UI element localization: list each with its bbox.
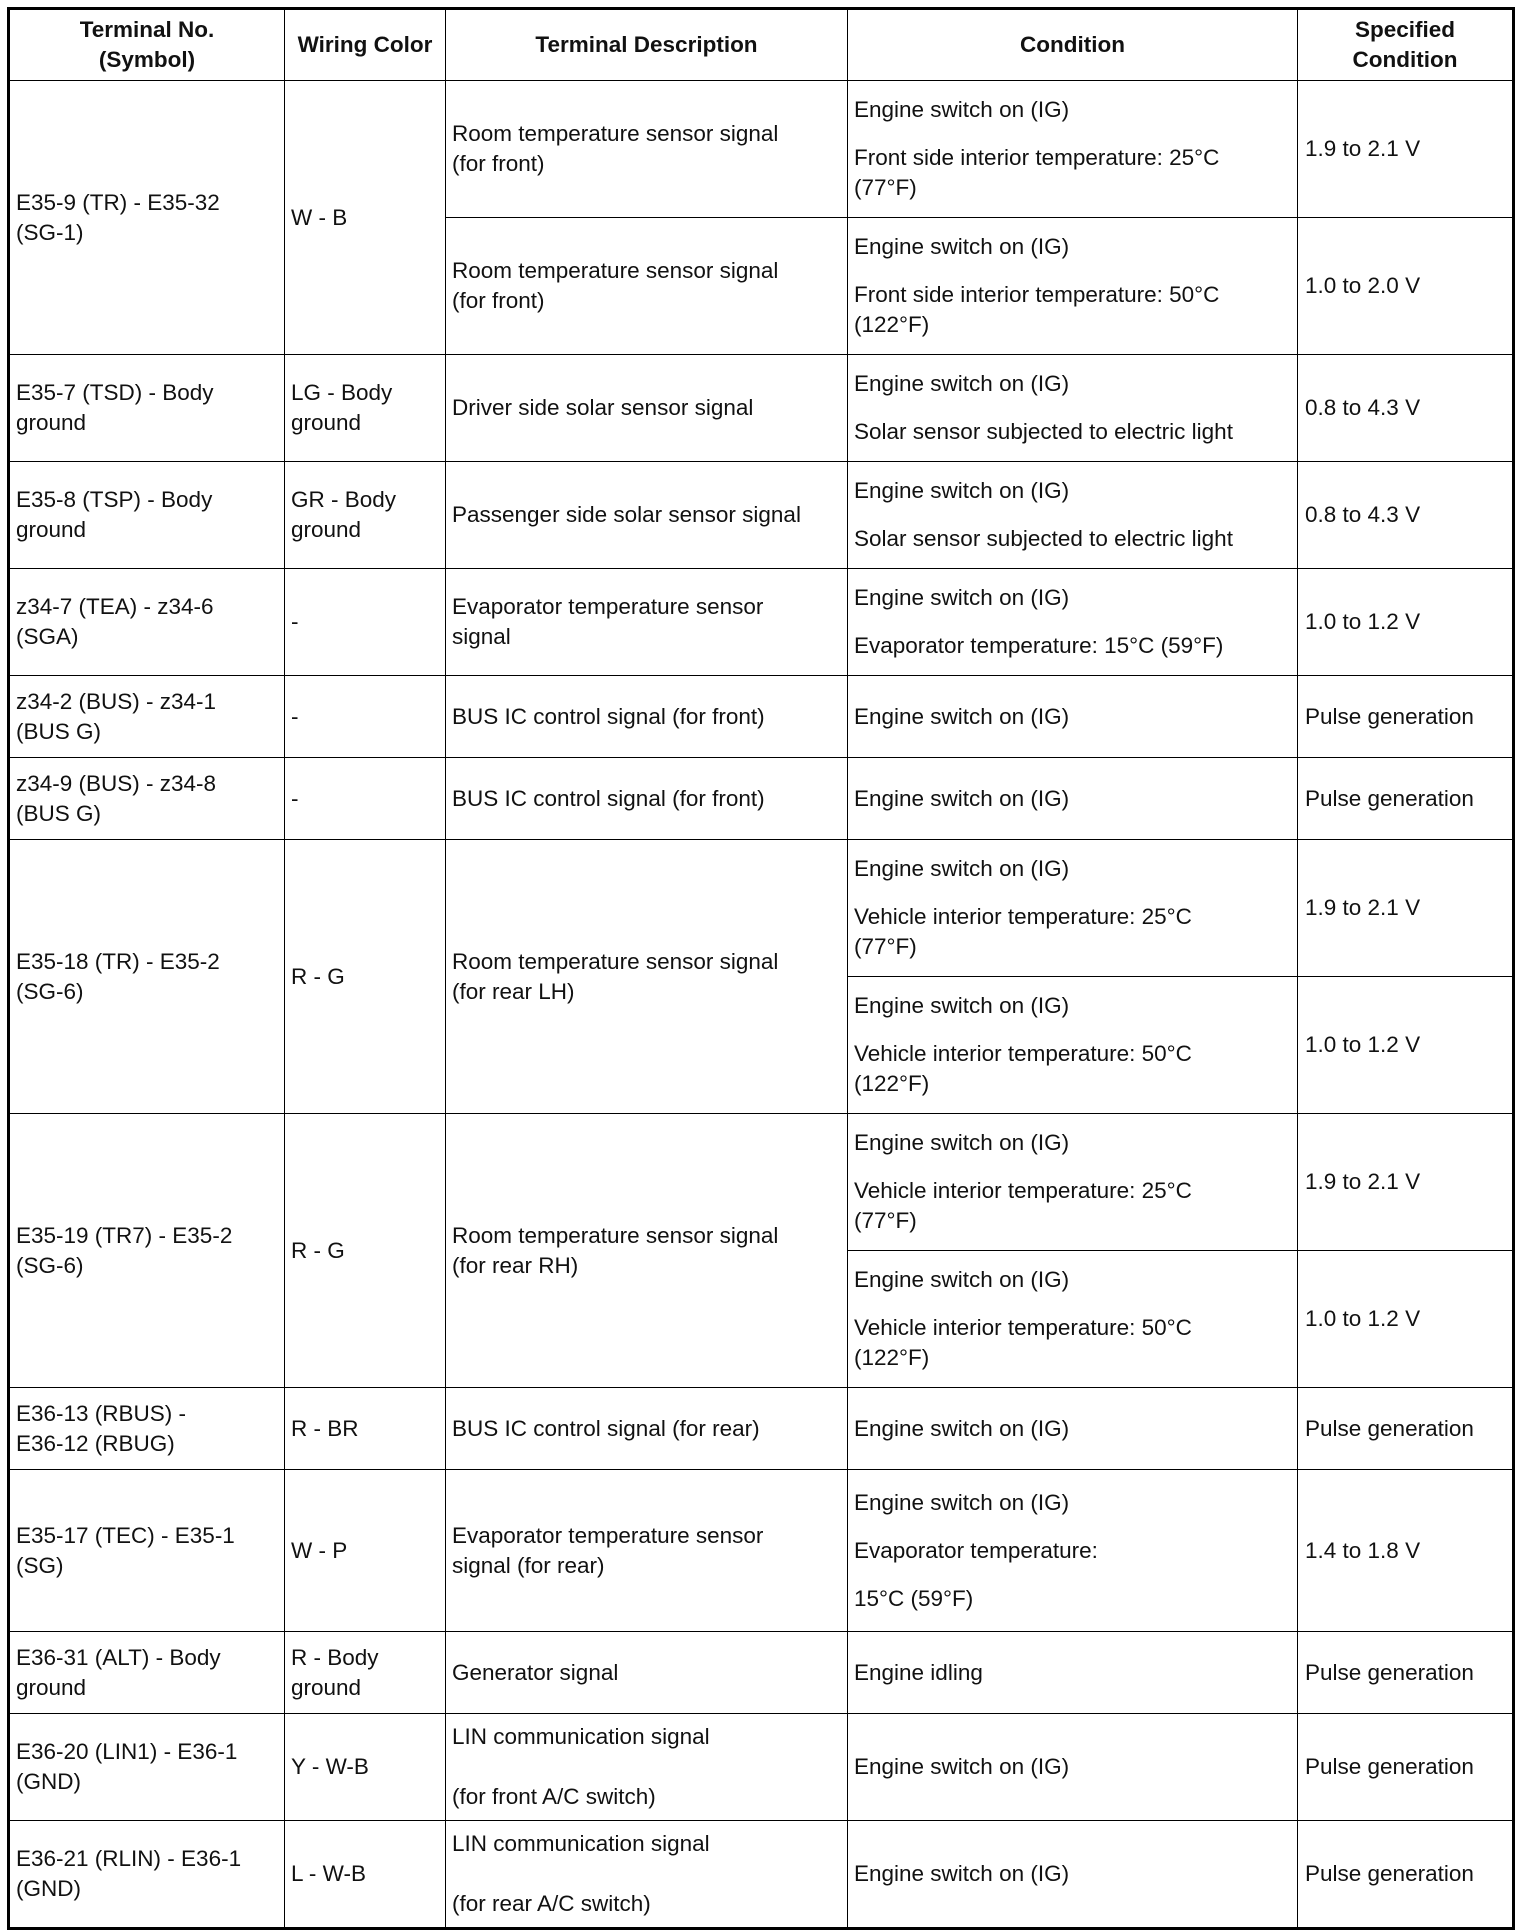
- table-row: [9, 1470, 1514, 1632]
- wiring-color-cell: R - G: [285, 840, 446, 1114]
- description-cell: Room temperature sensor signal (for front): [446, 218, 848, 355]
- wiring-color-cell: R - Body ground: [285, 1632, 446, 1714]
- condition-line: Evaporator temperature: 15°C (59°F): [854, 633, 1224, 658]
- header-terminal-description: Terminal Description: [446, 9, 848, 81]
- specified-condition-cell: 1.0 to 2.0 V: [1298, 218, 1514, 355]
- header-condition: Condition: [848, 9, 1298, 81]
- terminal-cell: E35-18 (TR) - E35-2 (SG-6): [9, 840, 285, 1114]
- wiring-color-cell: W - B: [285, 81, 446, 355]
- specified-condition-cell: 0.8 to 4.3 V: [1298, 462, 1514, 569]
- description-cell: Generator signal: [446, 1632, 848, 1714]
- terminal-cell: E35-8 (TSP) - Body ground: [9, 462, 285, 569]
- table-row: [9, 1114, 1514, 1251]
- specified-condition-cell: Pulse generation: [1298, 1632, 1514, 1714]
- wiring-color-cell: R - G: [285, 1114, 446, 1388]
- condition-cell: [848, 81, 1298, 218]
- description-cell: Passenger side solar sensor signal: [446, 462, 848, 569]
- condition-line: Engine switch on (IG): [854, 371, 1070, 396]
- condition-line: Engine switch on (IG): [854, 1415, 1070, 1441]
- terminal-cell: E35-7 (TSD) - Body ground: [9, 355, 285, 462]
- condition-line: Engine switch on (IG): [854, 234, 1070, 259]
- condition-cell: [848, 1470, 1298, 1632]
- condition-line: Engine switch on (IG): [854, 785, 1070, 811]
- specified-condition-cell: 1.0 to 1.2 V: [1298, 569, 1514, 676]
- specified-condition-cell: 1.0 to 1.2 V: [1298, 977, 1514, 1114]
- wiring-color-cell: -: [285, 758, 446, 840]
- description-cell: Room temperature sensor signal (for rear RH): [446, 1114, 848, 1388]
- terminal-cell: z34-7 (TEA) - z34-6 (SGA): [9, 569, 285, 676]
- wiring-color-cell: R - BR: [285, 1388, 446, 1470]
- specified-condition-cell: Pulse generation: [1298, 758, 1514, 840]
- condition-line: Engine switch on (IG): [854, 97, 1070, 122]
- condition-line: Engine idling: [854, 1659, 983, 1685]
- description-cell: BUS IC control signal (for front): [446, 676, 848, 758]
- table-row: [9, 462, 1514, 569]
- condition-cell: [848, 1251, 1298, 1388]
- description-cell: Room temperature sensor signal (for rear LH): [446, 840, 848, 1114]
- specified-condition-cell: Pulse generation: [1298, 1388, 1514, 1470]
- condition-line: Front side interior temperature: 50°C (122°F): [854, 282, 1220, 337]
- table-row: [9, 758, 1514, 840]
- table-row: [9, 81, 1514, 218]
- terminal-cell: E36-13 (RBUS) - E36-12 (RBUG): [9, 1388, 285, 1470]
- description-cell: BUS IC control signal (for rear): [446, 1388, 848, 1470]
- header-specified-condition: Specified Condition: [1298, 9, 1514, 81]
- specified-condition-cell: 1.9 to 2.1 V: [1298, 840, 1514, 977]
- condition-line: Engine switch on (IG): [854, 1489, 1070, 1515]
- specified-condition-cell: 1.0 to 1.2 V: [1298, 1251, 1514, 1388]
- condition-line: Vehicle interior temperature: 50°C (122°F): [854, 1315, 1192, 1370]
- specified-condition-cell: 1.4 to 1.8 V: [1298, 1470, 1514, 1632]
- description-cell: Driver side solar sensor signal: [446, 355, 848, 462]
- terminal-cell: z34-2 (BUS) - z34-1 (BUS G): [9, 676, 285, 758]
- wiring-color-cell: LG - Body ground: [285, 355, 446, 462]
- table-body: [9, 81, 1514, 1929]
- terminal-cell: E36-21 (RLIN) - E36-1 (GND): [9, 1821, 285, 1929]
- table-row: [9, 1632, 1514, 1714]
- condition-line: 15°C (59°F): [854, 1585, 974, 1611]
- table-row: [9, 569, 1514, 676]
- condition-line: Solar sensor subjected to electric light: [854, 419, 1233, 444]
- condition-line: Vehicle interior temperature: 50°C (122°F): [854, 1041, 1192, 1096]
- condition-line: Engine switch on (IG): [854, 1861, 1070, 1886]
- table-row: [9, 1388, 1514, 1470]
- condition-cell: [848, 569, 1298, 676]
- wiring-color-cell: -: [285, 676, 446, 758]
- condition-line: Engine switch on (IG): [854, 1130, 1070, 1155]
- condition-cell: [848, 758, 1298, 840]
- table-row: [9, 1821, 1514, 1929]
- condition-cell: [848, 1714, 1298, 1821]
- condition-cell: [848, 355, 1298, 462]
- table-row: [9, 355, 1514, 462]
- description-cell: Room temperature sensor signal (for front): [446, 81, 848, 218]
- condition-line: Engine switch on (IG): [854, 1754, 1070, 1779]
- condition-cell: [848, 1114, 1298, 1251]
- specified-condition-cell: 1.9 to 2.1 V: [1298, 1114, 1514, 1251]
- terminal-cell: E36-20 (LIN1) - E36-1 (GND): [9, 1714, 285, 1821]
- description-cell: BUS IC control signal (for front): [446, 758, 848, 840]
- condition-cell: [848, 840, 1298, 977]
- condition-line: Engine switch on (IG): [854, 703, 1070, 729]
- condition-cell: [848, 1632, 1298, 1714]
- condition-line: Evaporator temperature:: [854, 1537, 1098, 1563]
- terminal-cell: E36-31 (ALT) - Body ground: [9, 1632, 285, 1714]
- condition-cell: [848, 218, 1298, 355]
- condition-line: Vehicle interior temperature: 25°C (77°F): [854, 1178, 1192, 1233]
- condition-cell: [848, 462, 1298, 569]
- condition-line: Solar sensor subjected to electric light: [854, 526, 1233, 551]
- condition-line: Engine switch on (IG): [854, 585, 1070, 610]
- wiring-color-cell: W - P: [285, 1470, 446, 1632]
- specified-condition-cell: 1.9 to 2.1 V: [1298, 81, 1514, 218]
- table-row: [9, 676, 1514, 758]
- header-wiring-color: Wiring Color: [285, 9, 446, 81]
- condition-cell: [848, 676, 1298, 758]
- description-cell: LIN communication signal (for front A/C switch): [446, 1714, 848, 1821]
- condition-cell: [848, 1821, 1298, 1929]
- terminal-cell: E35-17 (TEC) - E35-1 (SG): [9, 1470, 285, 1632]
- description-cell: Evaporator temperature sensor signal (for rear): [446, 1470, 848, 1632]
- table-row: [9, 1714, 1514, 1821]
- wiring-color-cell: Y - W-B: [285, 1714, 446, 1821]
- specified-condition-cell: Pulse generation: [1298, 1821, 1514, 1929]
- specified-condition-cell: Pulse generation: [1298, 1714, 1514, 1821]
- specified-condition-cell: Pulse generation: [1298, 676, 1514, 758]
- condition-cell: [848, 977, 1298, 1114]
- condition-line: Front side interior temperature: 25°C (77°F): [854, 145, 1220, 200]
- condition-line: Engine switch on (IG): [854, 478, 1070, 503]
- wiring-color-cell: -: [285, 569, 446, 676]
- terminal-inspection-table: [7, 7, 1515, 1930]
- terminal-cell: E35-19 (TR7) - E35-2 (SG-6): [9, 1114, 285, 1388]
- wiring-color-cell: L - W-B: [285, 1821, 446, 1929]
- condition-cell: [848, 1388, 1298, 1470]
- terminal-cell: E35-9 (TR) - E35-32 (SG-1): [9, 81, 285, 355]
- specified-condition-cell: 0.8 to 4.3 V: [1298, 355, 1514, 462]
- description-cell: LIN communication signal (for rear A/C switch): [446, 1821, 848, 1929]
- wiring-color-cell: GR - Body ground: [285, 462, 446, 569]
- condition-line: Engine switch on (IG): [854, 1267, 1070, 1292]
- condition-line: Vehicle interior temperature: 25°C (77°F): [854, 904, 1192, 959]
- condition-line: Engine switch on (IG): [854, 856, 1070, 881]
- description-cell: Evaporator temperature sensor signal: [446, 569, 848, 676]
- terminal-cell: z34-9 (BUS) - z34-8 (BUS G): [9, 758, 285, 840]
- condition-line: Engine switch on (IG): [854, 993, 1070, 1018]
- table-header-row: [9, 9, 1514, 81]
- table-row: [9, 840, 1514, 977]
- header-terminal: Terminal No. (Symbol): [9, 9, 285, 81]
